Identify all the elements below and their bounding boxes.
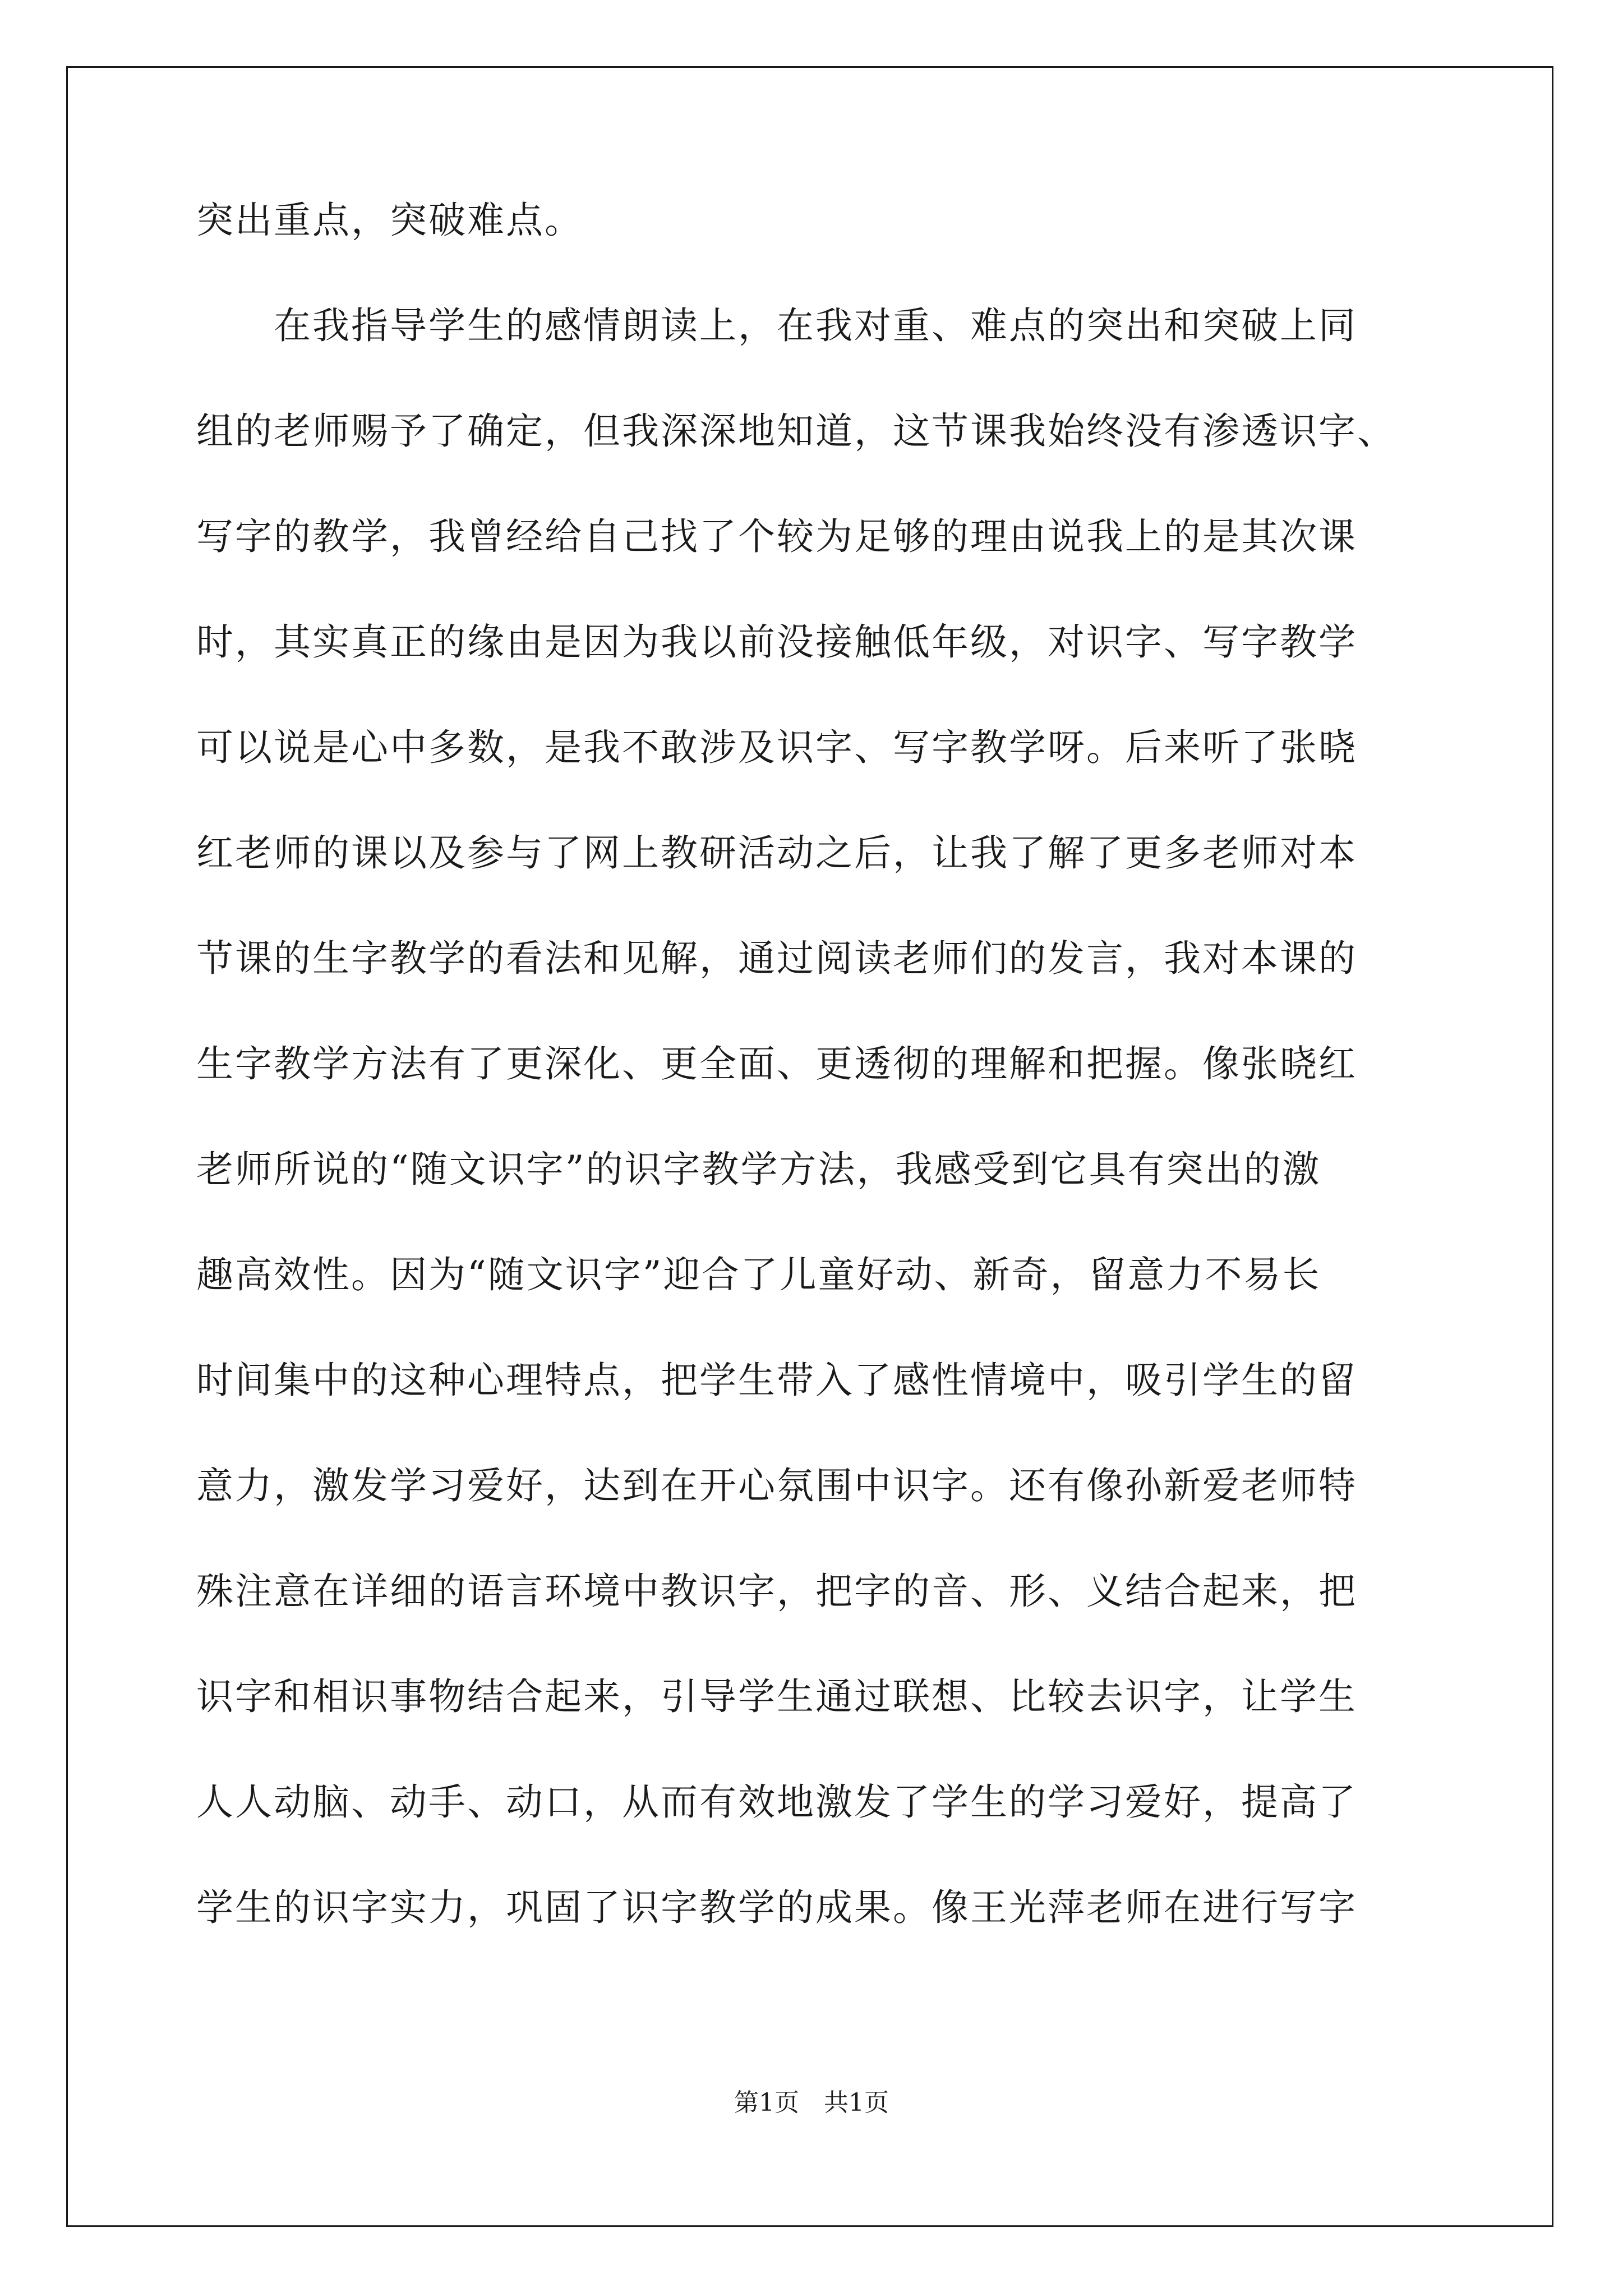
text-line: 组的老师赐予了确定，但我深深地知道，这节课我始终没有渗透识字、 bbox=[196, 409, 1396, 453]
text-line: 写字的教学，我曾经给自己找了个较为足够的理由说我上的是其次课 bbox=[196, 515, 1357, 558]
text-line: 识字和相识事物结合起来，引导学生通过联想、比较去识字，让学生 bbox=[196, 1675, 1357, 1718]
text-line: 人人动脑、动手、动口，从而有效地激发了学生的学习爱好，提高了 bbox=[196, 1780, 1357, 1824]
text-line: 时，其实真正的缘由是因为我以前没接触低年级，对识字、写字教学 bbox=[196, 620, 1357, 664]
page-number-total: 共1页 bbox=[824, 2088, 889, 2117]
page-number-current: 第1页 bbox=[734, 2088, 799, 2117]
text-line: 意力，激发学习爱好，达到在开心氛围中识字。还有像孙新爱老师特 bbox=[196, 1464, 1357, 1507]
text-line: 老师所说的“随文识字”的识字教学方法，我感受到它具有突出的激 bbox=[196, 1148, 1321, 1191]
text-line: 突出重点，突破难点。 bbox=[196, 199, 583, 242]
text-line: 在我指导学生的感情朗读上，在我对重、难点的突出和突破上同 bbox=[196, 304, 1357, 347]
text-line: 时间集中的这种心理特点，把学生带入了感性情境中，吸引学生的留 bbox=[196, 1359, 1357, 1402]
text-line: 殊注意在详细的语言环境中教识字，把字的音、形、义结合起来，把 bbox=[196, 1570, 1357, 1613]
text-line: 生字教学方法有了更深化、更全面、更透彻的理解和把握。像张晓红 bbox=[196, 1042, 1357, 1085]
text-line: 学生的识字实力，巩固了识字教学的成果。像王光萍老师在进行写字 bbox=[196, 1886, 1357, 1929]
text-line: 红老师的课以及参与了网上教研活动之后，让我了解了更多老师对本 bbox=[196, 831, 1357, 875]
text-line: 趣高效性。因为“随文识字”迎合了儿童好动、新奇，留意力不易长 bbox=[196, 1253, 1321, 1296]
text-line: 节课的生字教学的看法和见解，通过阅读老师们的发言，我对本课的 bbox=[196, 937, 1357, 980]
document-body bbox=[196, 199, 1430, 1995]
page-footer bbox=[0, 2082, 1623, 2118]
text-line: 可以说是心中多数，是我不敢涉及识字、写字教学呀。后来听了张晓 bbox=[196, 726, 1357, 769]
